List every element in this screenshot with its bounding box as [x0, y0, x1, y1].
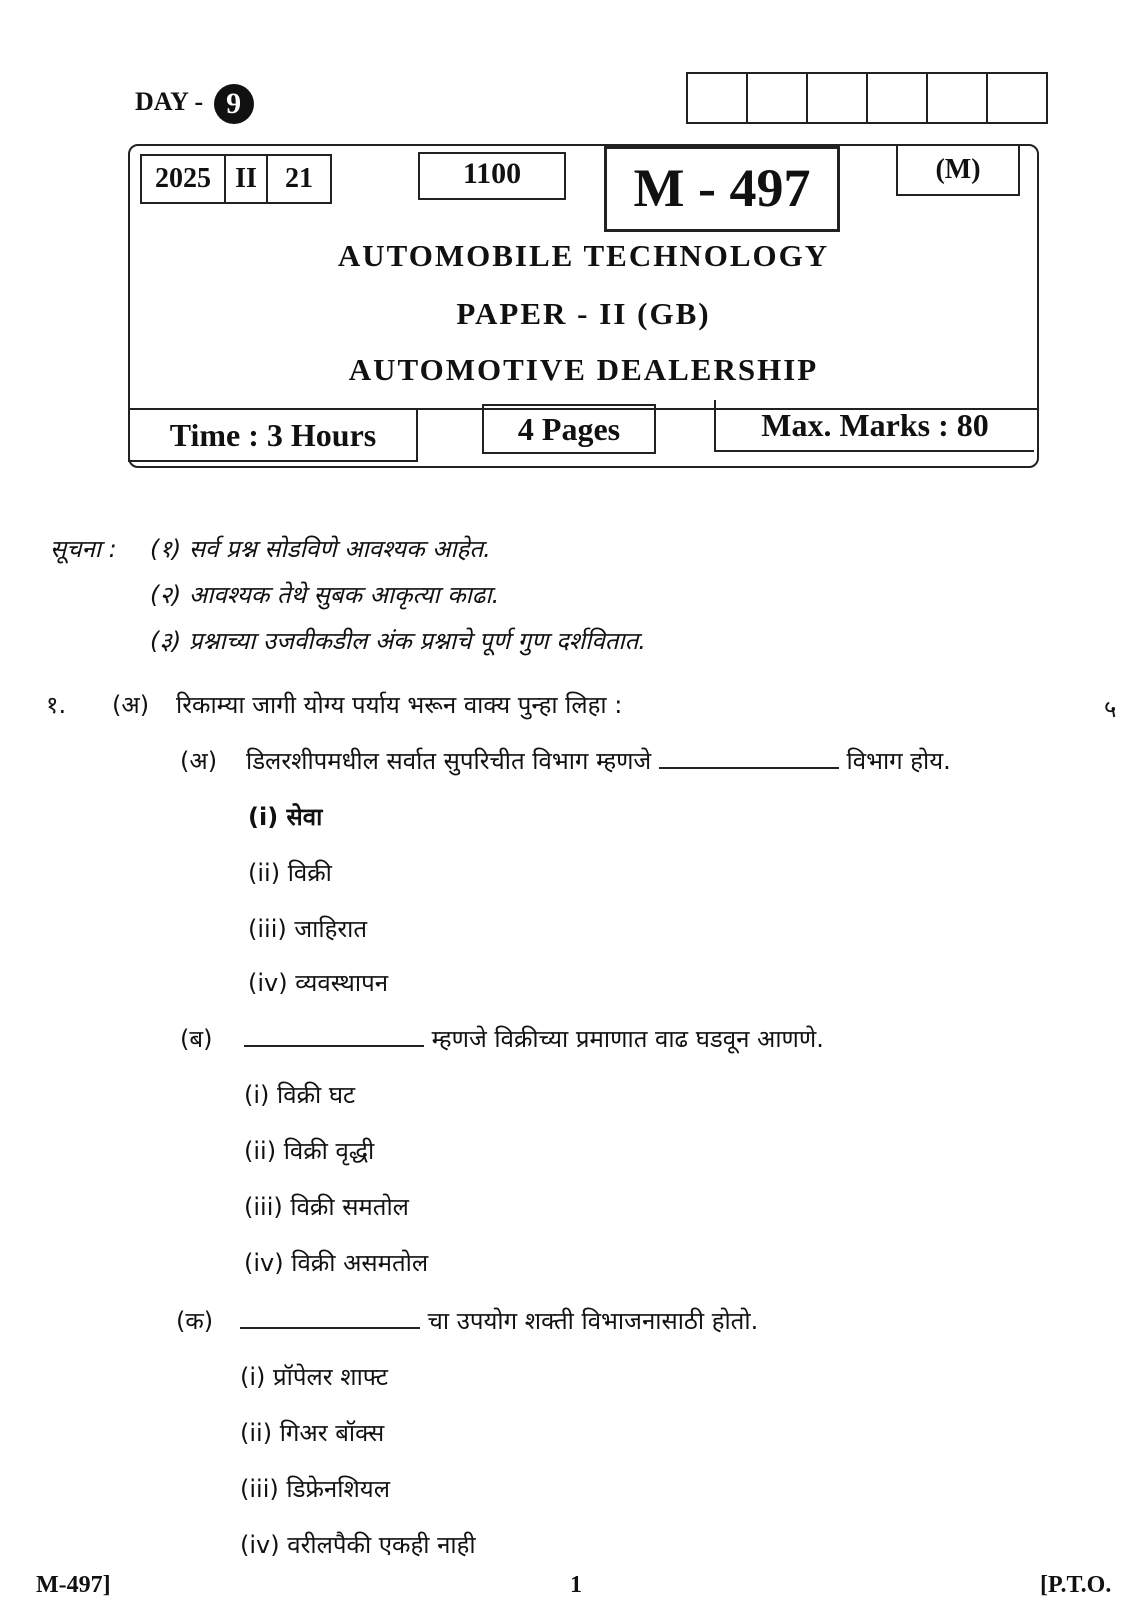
sub-question-text: डिलरशीपमधील सर्वात सुपरिचीत विभाग म्हणजे विभाग होय. [246, 747, 951, 775]
paper-header [128, 144, 1039, 468]
option: (iii) डिफ्रेनशियल [240, 1475, 390, 1503]
day-code: 21 [266, 154, 332, 204]
question-marks: ५ [1104, 695, 1117, 723]
time-code: 1100 [418, 152, 566, 200]
option: (ii) विक्री [248, 859, 332, 887]
option: (ii) गिअर बॉक्स [240, 1419, 385, 1447]
option: (ii) विक्री वृद्धी [244, 1137, 375, 1165]
sub-question-text: चा उपयोग शक्ती विभाजनासाठी होतो. [240, 1304, 758, 1337]
please-turn-over: [P.T.O. [1040, 1572, 1112, 1598]
topic-title: AUTOMOTIVE DEALERSHIP [348, 352, 819, 387]
paper-title: PAPER - II (GB) [456, 296, 711, 331]
option: (iv) विक्री असमतोल [244, 1249, 429, 1277]
answer-blank [244, 1045, 424, 1047]
option: (iii) विक्री समतोल [244, 1193, 409, 1221]
page-number: 1 [570, 1572, 582, 1598]
answer-blank [659, 767, 839, 769]
instruction-item: (३) प्रश्नाच्या उजवीकडील अंक प्रश्नाचे पूर्ण गुण दर्शवितात. [150, 627, 646, 655]
instruction-item: (१) सर्व प्रश्न सोडविणे आवश्यक आहेत. [150, 535, 491, 563]
option: (i) विक्री घट [244, 1081, 356, 1109]
session: II [224, 154, 268, 204]
sub-question-text: म्हणजे विक्रीच्या प्रमाणात वाढ घडवून आणणे. [244, 1022, 824, 1055]
day-number: 9 [214, 84, 254, 124]
sub-question-label: (ब) [180, 1025, 213, 1053]
option: (i) सेवा [248, 803, 323, 831]
footer-paper-code: M-497] [36, 1572, 111, 1598]
day-label: DAY - 9 [135, 84, 254, 124]
option: (iii) जाहिरात [248, 915, 368, 943]
answer-blank [240, 1327, 420, 1329]
question-number: १. [46, 691, 67, 719]
subject-title: AUTOMOBILE TECHNOLOGY [337, 238, 830, 273]
medium: (M) [896, 146, 1020, 196]
year: 2025 [140, 154, 226, 204]
instruction-item: (२) आवश्यक तेथे सुबक आकृत्या काढा. [150, 581, 500, 609]
option: (iv) वरीलपैकी एकही नाही [240, 1531, 476, 1559]
option: (i) प्रॉपेलर शाफ्ट [240, 1363, 389, 1391]
option: (iv) व्यवस्थापन [248, 969, 389, 997]
time-allowed: Time : 3 Hours [128, 410, 418, 462]
paper-code: M - 497 [604, 146, 840, 232]
question-part: (अ) [112, 691, 150, 719]
page-count: 4 Pages [482, 404, 656, 454]
sub-question-label: (क) [176, 1307, 214, 1335]
max-marks: Max. Marks : 80 [714, 400, 1034, 452]
question-text: रिकाम्या जागी योग्य पर्याय भरून वाक्य पुन्हा लिहा : [176, 691, 623, 719]
instructions-label: सूचना : [50, 535, 117, 563]
sub-question-label: (अ) [180, 747, 218, 775]
seat-number-boxes [686, 72, 1048, 124]
